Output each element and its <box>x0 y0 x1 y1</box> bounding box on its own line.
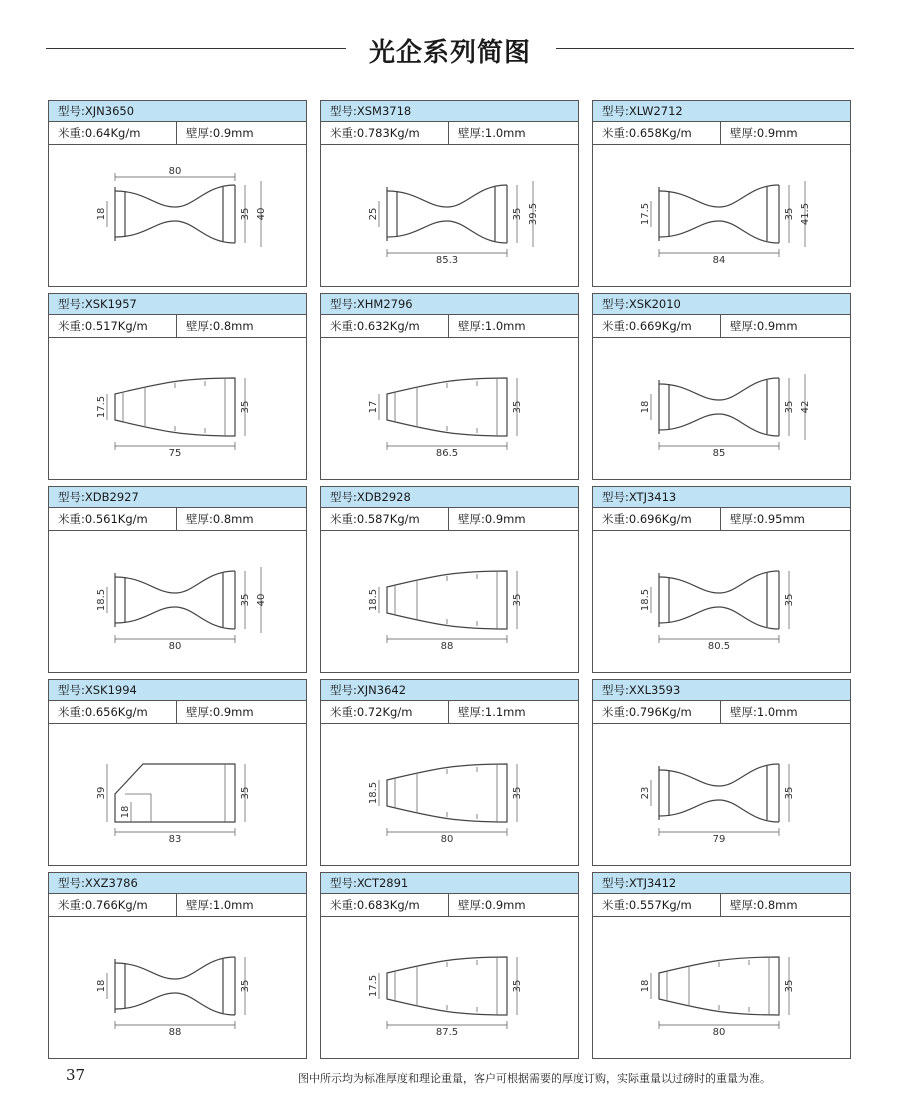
weight-value: 米重:0.669Kg/m <box>602 319 692 333</box>
weight-value: 米重:0.587Kg/m <box>330 512 420 526</box>
profile-figure <box>321 724 578 865</box>
model-label: 型号:XJN3650 <box>49 101 306 122</box>
model-label: 型号:XLW2712 <box>593 101 850 122</box>
profile-drawing <box>387 378 507 436</box>
profile-drawing <box>115 185 235 243</box>
spec-row <box>49 508 306 531</box>
weight-value: 米重:0.632Kg/m <box>330 319 420 333</box>
dimension-label: 80.5 <box>707 641 731 652</box>
product-card <box>48 100 307 287</box>
model-label: 型号:XDB2928 <box>321 487 578 508</box>
model-label: 型号:XCT2891 <box>321 873 578 894</box>
product-card <box>592 679 851 866</box>
product-card <box>592 100 851 287</box>
dimension-label: 80 <box>440 834 454 845</box>
dimension-label: 25 <box>368 207 379 221</box>
dimension-label: 18 <box>96 207 107 221</box>
dimension-label: 18 <box>120 805 131 819</box>
product-card <box>592 486 851 673</box>
product-card <box>592 872 851 1059</box>
thickness-value: 壁厚:0.9mm <box>720 315 798 337</box>
dimension-lines <box>651 957 789 1029</box>
spec-row <box>321 315 578 338</box>
thickness-value: 壁厚:1.0mm <box>176 894 254 916</box>
model-label: 型号:XSK1957 <box>49 294 306 315</box>
spec-row <box>593 315 850 338</box>
profile-figure <box>593 531 850 672</box>
dimension-lines <box>379 764 517 836</box>
model-label: 型号:XSK1994 <box>49 680 306 701</box>
dimension-label: 18.5 <box>368 781 379 805</box>
dimension-label: 87.5 <box>435 1027 459 1038</box>
dimension-lines <box>379 378 517 450</box>
header-rule-right <box>556 48 854 49</box>
spec-row <box>321 894 578 917</box>
thickness-value: 壁厚:0.8mm <box>176 315 254 337</box>
thickness-value: 壁厚:0.9mm <box>176 701 254 723</box>
profile-figure <box>321 338 578 479</box>
dimension-label: 75 <box>168 448 182 459</box>
weight-value: 米重:0.517Kg/m <box>58 319 148 333</box>
dimension-label: 35 <box>512 207 523 221</box>
dimension-lines <box>379 957 517 1029</box>
thickness-value: 壁厚:0.8mm <box>720 894 798 916</box>
spec-row <box>321 122 578 145</box>
model-label: 型号:XXL3593 <box>593 680 850 701</box>
product-card <box>320 679 579 866</box>
dimension-label: 83 <box>168 834 182 845</box>
dimension-label: 35 <box>240 979 251 993</box>
profile-drawing <box>659 764 779 822</box>
spec-row <box>49 701 306 724</box>
profile-drawing <box>115 764 235 822</box>
dimension-label: 35 <box>784 593 795 607</box>
spec-row <box>49 315 306 338</box>
dimension-label: 18 <box>640 979 651 993</box>
footer-note: 图中所示均为标准厚度和理论重量，客户可根据需要的厚度订购，实际重量以过磅时的重量为准。 <box>298 1072 771 1085</box>
dimension-label: 79 <box>712 834 726 845</box>
product-card <box>48 679 307 866</box>
weight-value: 米重:0.64Kg/m <box>58 126 141 140</box>
spec-row <box>593 701 850 724</box>
dimension-label: 18 <box>96 979 107 993</box>
thickness-value: 壁厚:0.9mm <box>176 122 254 144</box>
dimension-label: 41.5 <box>800 202 811 226</box>
spec-row <box>49 894 306 917</box>
thickness-value: 壁厚:1.1mm <box>448 701 526 723</box>
dimension-label: 88 <box>440 641 454 652</box>
dimension-label: 17.5 <box>96 395 107 419</box>
page-number: 37 <box>66 1066 86 1084</box>
product-card <box>320 486 579 673</box>
profile-drawing <box>115 957 235 1015</box>
spec-row <box>593 508 850 531</box>
model-label: 型号:XSM3718 <box>321 101 578 122</box>
product-card <box>320 872 579 1059</box>
weight-value: 米重:0.656Kg/m <box>58 705 148 719</box>
profile-figure <box>49 724 306 865</box>
profile-figure <box>593 724 850 865</box>
profile-figure <box>321 917 578 1058</box>
thickness-value: 壁厚:1.0mm <box>448 122 526 144</box>
dimension-label: 35 <box>240 786 251 800</box>
dimension-label: 35 <box>512 979 523 993</box>
weight-value: 米重:0.557Kg/m <box>602 898 692 912</box>
profile-figure <box>49 917 306 1058</box>
profile-figure <box>593 917 850 1058</box>
thickness-value: 壁厚:0.9mm <box>448 894 526 916</box>
dimension-label: 18.5 <box>368 588 379 612</box>
dimension-label: 18.5 <box>640 588 651 612</box>
dimension-label: 42 <box>800 400 811 414</box>
model-label: 型号:XJN3642 <box>321 680 578 701</box>
dimension-label: 35 <box>784 207 795 221</box>
thickness-value: 壁厚:1.0mm <box>448 315 526 337</box>
weight-value: 米重:0.696Kg/m <box>602 512 692 526</box>
dimension-label: 35 <box>512 400 523 414</box>
profile-drawing <box>659 957 779 1015</box>
dimension-lines <box>107 764 245 836</box>
dimension-label: 80 <box>168 641 182 652</box>
thickness-value: 壁厚:0.9mm <box>720 122 798 144</box>
dimension-label: 86.5 <box>435 448 459 459</box>
model-label: 型号:XTJ3412 <box>593 873 850 894</box>
dimension-label: 18.5 <box>96 588 107 612</box>
profile-drawing <box>387 764 507 822</box>
spec-row <box>321 508 578 531</box>
dimension-label: 84 <box>712 255 726 266</box>
weight-value: 米重:0.561Kg/m <box>58 512 148 526</box>
dimension-label: 40 <box>256 207 267 221</box>
weight-value: 米重:0.766Kg/m <box>58 898 148 912</box>
weight-value: 米重:0.796Kg/m <box>602 705 692 719</box>
profile-drawing <box>387 571 507 629</box>
weight-value: 米重:0.783Kg/m <box>330 126 420 140</box>
profile-drawing <box>659 185 779 243</box>
thickness-value: 壁厚:0.9mm <box>448 508 526 530</box>
dimension-label: 39 <box>96 786 107 800</box>
dimension-lines <box>107 378 245 450</box>
profile-figure <box>593 338 850 479</box>
product-card <box>320 293 579 480</box>
spec-row <box>49 122 306 145</box>
dimension-label: 17.5 <box>368 974 379 998</box>
dimension-label: 35 <box>240 400 251 414</box>
weight-value: 米重:0.658Kg/m <box>602 126 692 140</box>
thickness-value: 壁厚:0.8mm <box>176 508 254 530</box>
dimension-label: 85 <box>712 448 726 459</box>
dimension-label: 35 <box>784 400 795 414</box>
profile-drawing <box>387 185 507 243</box>
dimension-label: 85.3 <box>435 255 459 266</box>
model-label: 型号:XXZ3786 <box>49 873 306 894</box>
profile-figure <box>321 145 578 286</box>
dimension-label: 18 <box>640 400 651 414</box>
profile-drawing <box>115 571 235 629</box>
dimension-label: 88 <box>168 1027 182 1038</box>
profile-drawing <box>659 378 779 436</box>
profile-drawing <box>115 378 235 436</box>
profile-figure <box>49 338 306 479</box>
profile-figure <box>593 145 850 286</box>
dimension-label: 35 <box>512 593 523 607</box>
product-card <box>48 872 307 1059</box>
model-label: 型号:XSK2010 <box>593 294 850 315</box>
dimension-label: 39.5 <box>528 202 539 226</box>
thickness-value: 壁厚:1.0mm <box>720 701 798 723</box>
profile-figure <box>321 531 578 672</box>
weight-value: 米重:0.72Kg/m <box>330 705 413 719</box>
spec-row <box>593 122 850 145</box>
model-label: 型号:XDB2927 <box>49 487 306 508</box>
dimension-label: 35 <box>240 207 251 221</box>
dimension-lines <box>379 571 517 643</box>
dimension-label: 35 <box>512 786 523 800</box>
spec-row <box>321 701 578 724</box>
page-title: 光企系列简图 <box>368 38 531 68</box>
product-card <box>48 293 307 480</box>
weight-value: 米重:0.683Kg/m <box>330 898 420 912</box>
model-label: 型号:XTJ3413 <box>593 487 850 508</box>
spec-row <box>593 894 850 917</box>
dimension-label: 23 <box>640 786 651 800</box>
dimension-label: 17.5 <box>640 202 651 226</box>
profile-figure <box>49 145 306 286</box>
dimension-label: 35 <box>784 786 795 800</box>
dimension-label: 80 <box>168 166 182 177</box>
product-card <box>592 293 851 480</box>
dimension-label: 40 <box>256 593 267 607</box>
product-card <box>320 100 579 287</box>
product-card <box>48 486 307 673</box>
dimension-label: 80 <box>712 1027 726 1038</box>
dimension-label: 35 <box>240 593 251 607</box>
dimension-label: 35 <box>784 979 795 993</box>
profile-drawing <box>659 571 779 629</box>
model-label: 型号:XHM2796 <box>321 294 578 315</box>
thickness-value: 壁厚:0.95mm <box>720 508 805 530</box>
dimension-label: 17 <box>368 400 379 414</box>
profile-drawing <box>387 957 507 1015</box>
profile-figure <box>49 531 306 672</box>
